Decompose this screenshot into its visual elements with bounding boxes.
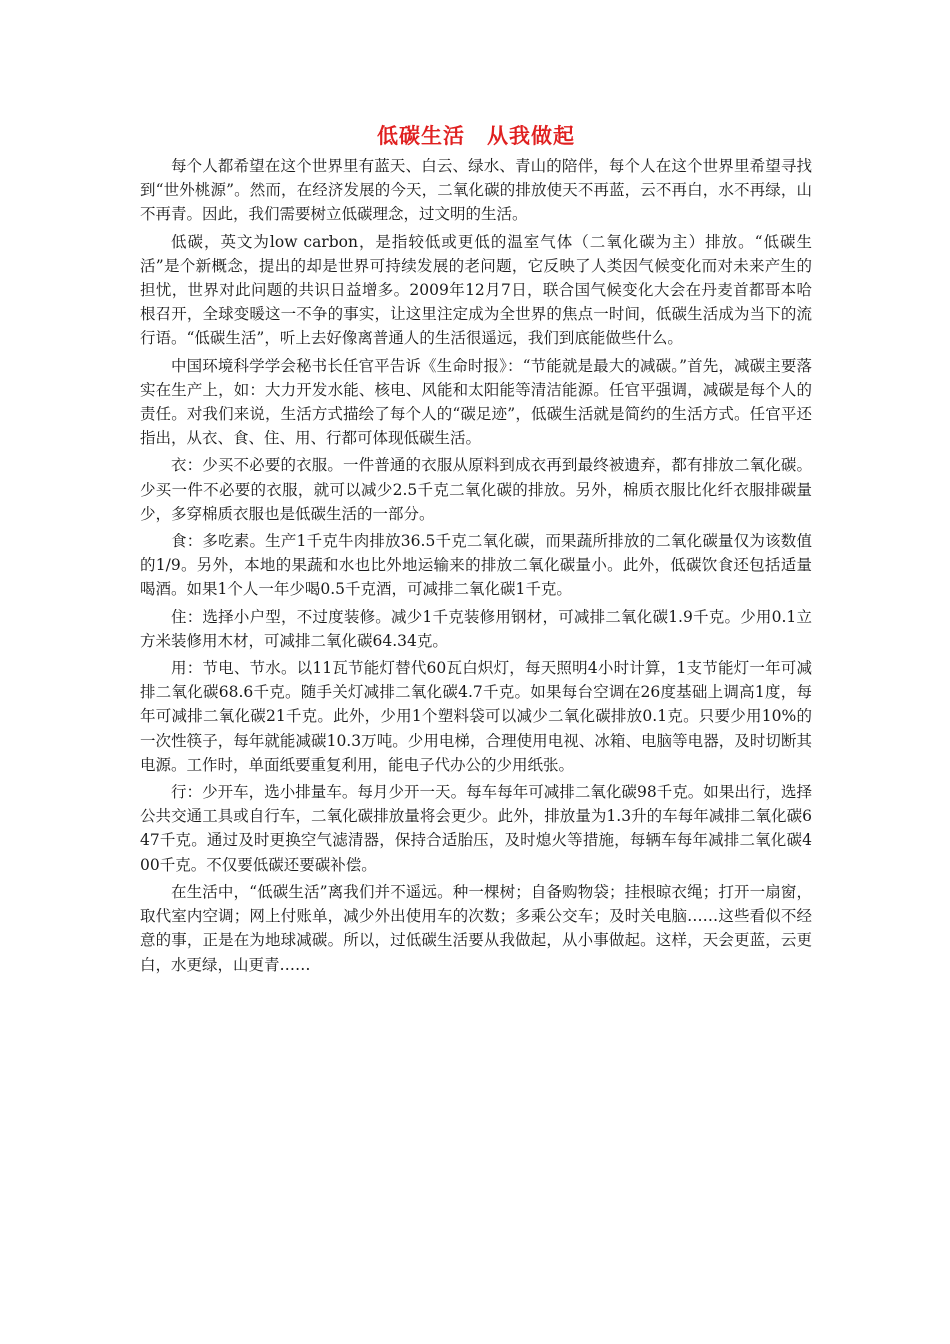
paragraph-travel: 行：少开车，选小排量车。每月少开一天。每车每年可减排二氧化碳98千克。如果出行，选择公共交通工具或自行车，二氧化碳排放量将会更少。此外，排放量为1.3升的车每年减排二氧化碳647千克。通过及时更换空气滤清器，保持合适胎压，及时熄火等措施，每辆车每年减排二氧化碳400千克。不仅要低碳还要碳补偿。 [140,783,812,874]
paragraph-expert: 中国环境科学学会秘书长任官平告诉《生命时报》：“节能就是最大的减碳。”首先，减碳主要落实在生产上，如：大力开发水能、核电、风能和太阳能等清洁能源。任官平强调，减碳是每个人的责任。对我们来说，生活方式描绘了每个人的“碳足迹”，低碳生活就是简约的生活方式。任官平还指出，从衣、食、住、用、行都可体现低碳生活。 [140,356,812,448]
paragraph-definition: 低碳，英文为low carbon，是指较低或更低的温室气体（二氧化碳为主）排放。“低碳生活”是个新概念，提出的却是世界可持续发展的老问题，它反映了人类因气候变化而对未来产生的担忧，世界对此问题的共识日益增多。2009年12月7日，联合国气候变化大会在丹麦首都哥本哈根召开，全球变暖这一不争的事实，让这里注定成为全世界的焦点一时间，低碳生活成为当下的流行语。“低碳生活”，听上去好像离普通人的生活很遥远，我们到底能做些什么。 [140,232,812,348]
paragraph-clothing: 衣：少买不必要的衣服。一件普通的衣服从原料到成衣再到最终被遗弃，都有排放二氧化碳。少买一件不必要的衣服，就可以减少2.5千克二氧化碳的排放。另外，棉质衣服比化纤衣服排碳量少，多穿棉质衣服也是低碳生活的一部分。 [140,456,812,523]
paragraph-intro: 每个人都希望在这个世界里有蓝天、白云、绿水、青山的陪伴，每个人在这个世界里希望寻找到“世外桃源”。然而，在经济发展的今天，二氧化碳的排放使天不再蓝，云不再白，水不再绿，山不再青。因此，我们需要树立低碳理念，过文明的生活。 [140,157,812,224]
paragraph-usage: 用：节电、节水。以11瓦节能灯替代60瓦白炽灯，每天照明4小时计算，1支节能灯一年可减排二氧化碳68.6千克。随手关灯减排二氧化碳4.7千克。如果每台空调在26度基础上调高1度，每年可减排二氧化碳21千克。此外，少用1个塑料袋可以减少二氧化碳排放0.1克。只要少用10%的一次性筷子，每年就能减碳10.3万吨。少用电梯，合理使用电视、冰箱、电脑等电器，及时切断其电源。工作时，单面纸要重复利用，能电子代办公的少用纸张。 [140,659,812,774]
document-title: 低碳生活 从我做起 [377,124,575,148]
paragraph-housing: 住：选择小户型，不过度装修。减少1千克装修用钢材，可减排二氧化碳1.9千克。少用0.1立方米装修用木材，可减排二氧化碳64.34克。 [140,607,812,650]
paragraph-food: 食：多吃素。生产1千克牛肉排放36.5千克二氧化碳，而果蔬所排放的二氧化碳量仅为该数值的1/9。另外，本地的果蔬和水也比外地运输来的排放二氧化碳量小。此外，低碳饮食还包括适量喝酒。如果1个人一年少喝0.5千克酒，可减排二氧化碳1千克。 [140,532,812,599]
paragraph-conclusion: 在生活中，“低碳生活”离我们并不遥远。种一棵树；自备购物袋；挂根晾衣绳；打开一扇窗，取代室内空调；网上付账单，减少外出使用车的次数；多乘公交车；及时关电脑……这些看似不经意的事，正是在为地球减碳。所以，过低碳生活要从我做起，从小事做起。这样，天会更蓝，云更白，水更绿，山更青…… [140,882,812,974]
document-page [140,120,812,980]
